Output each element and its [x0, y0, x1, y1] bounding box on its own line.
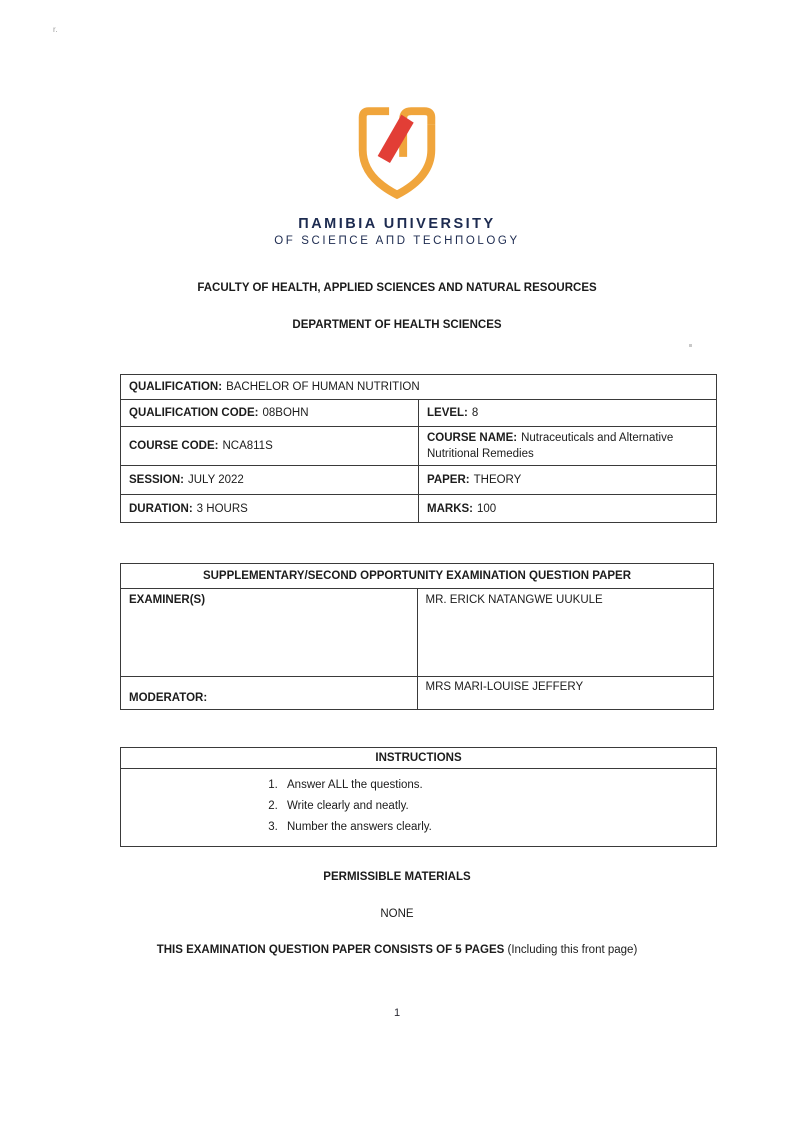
qualification-code-value: 08BOHN [262, 407, 309, 419]
course-code-cell [121, 427, 419, 466]
page-count-note: (Including this front page) [504, 944, 638, 956]
page-count-statement [0, 944, 794, 956]
qualification-code-cell [121, 400, 419, 427]
session-cell [121, 466, 419, 495]
course-name-label: COURSE NAME: [427, 432, 518, 444]
table-row [121, 495, 717, 523]
session-label: SESSION: [129, 474, 184, 486]
faculty-heading: FACULTY OF HEALTH, APPLIED SCIENCES AND NATURAL RESOURCES [197, 282, 597, 294]
instruction-item: 2. Write clearly and neatly. [281, 796, 708, 817]
qualification-cell [121, 375, 717, 400]
examiner-table [120, 563, 714, 710]
course-info-table [120, 374, 717, 523]
paper-value: THEORY [473, 474, 522, 486]
qualification-code-label: QUALIFICATION CODE: [129, 407, 259, 419]
instruction-item: 3. Number the answers clearly. [281, 817, 708, 838]
scan-artifact-mark: r. [53, 25, 58, 34]
examiner-value-cell: MR. ERICK NATANGWE UUKULE [417, 589, 714, 677]
qualification-value: BACHELOR OF HUMAN NUTRITION [226, 381, 420, 393]
university-wordmark-subtitle: OF SCIEПCE AПD TECHПOLOGY [274, 235, 520, 247]
duration-label: DURATION: [129, 502, 193, 515]
instructions-table [120, 747, 717, 847]
instructions-list-cell [121, 769, 717, 847]
marks-value: 100 [477, 502, 497, 515]
table-row [121, 564, 714, 589]
table-row [121, 427, 717, 466]
page-count-bold-text: THIS EXAMINATION QUESTION PAPER CONSISTS OF 5 PAGES [156, 944, 505, 956]
moderator-label-cell: MODERATOR: [121, 677, 418, 710]
moderator-value-cell: MRS MARI-LOUISE JEFFERY [417, 677, 714, 710]
examiner-label-cell: EXAMINER(S) [121, 589, 418, 677]
permissible-materials-heading: PERMISSIBLE MATERIALS [323, 871, 471, 883]
logo-red-banner [378, 115, 414, 163]
instructions-title-cell: INSTRUCTIONS [121, 748, 717, 769]
table-row [121, 466, 717, 495]
table-row [121, 375, 717, 400]
duration-value: 3 HOURS [196, 502, 248, 515]
course-code-label: COURSE CODE: [129, 440, 219, 452]
exam-paper-title-cell: SUPPLEMENTARY/SECOND OPPORTUNITY EXAMINATION QUESTION PAPER [121, 564, 714, 589]
university-wordmark: ПAMIBIA UПIVERSITY [298, 216, 496, 232]
table-row [121, 677, 714, 710]
scan-artifact-dot [689, 344, 692, 347]
table-row [121, 769, 717, 847]
page-number: 1 [393, 1007, 401, 1019]
paper-cell [419, 466, 717, 495]
course-code-value: NCA811S [222, 440, 273, 452]
table-row [121, 589, 714, 677]
qualification-label: QUALIFICATION: [129, 381, 223, 393]
department-heading: DEPARTMENT OF HEALTH SCIENCES [292, 319, 502, 331]
paper-label: PAPER: [427, 474, 470, 486]
level-cell [419, 400, 717, 427]
marks-label: MARKS: [427, 502, 473, 515]
course-name-value: Nutraceuticals and Alternative Nutritional Remedies [427, 432, 674, 460]
marks-cell [419, 495, 717, 523]
university-shield-logo-icon [353, 105, 441, 207]
duration-cell [121, 495, 419, 523]
instruction-item: 1. Answer ALL the questions. [281, 775, 708, 796]
permissible-materials-value: NONE [380, 908, 414, 920]
session-value: JULY 2022 [187, 474, 244, 486]
level-value: 8 [471, 407, 479, 419]
table-row [121, 400, 717, 427]
table-row [121, 748, 717, 769]
level-label: LEVEL: [427, 407, 468, 419]
course-name-cell [419, 427, 717, 466]
instructions-list [129, 775, 708, 838]
shield-inner-arch [403, 111, 431, 157]
